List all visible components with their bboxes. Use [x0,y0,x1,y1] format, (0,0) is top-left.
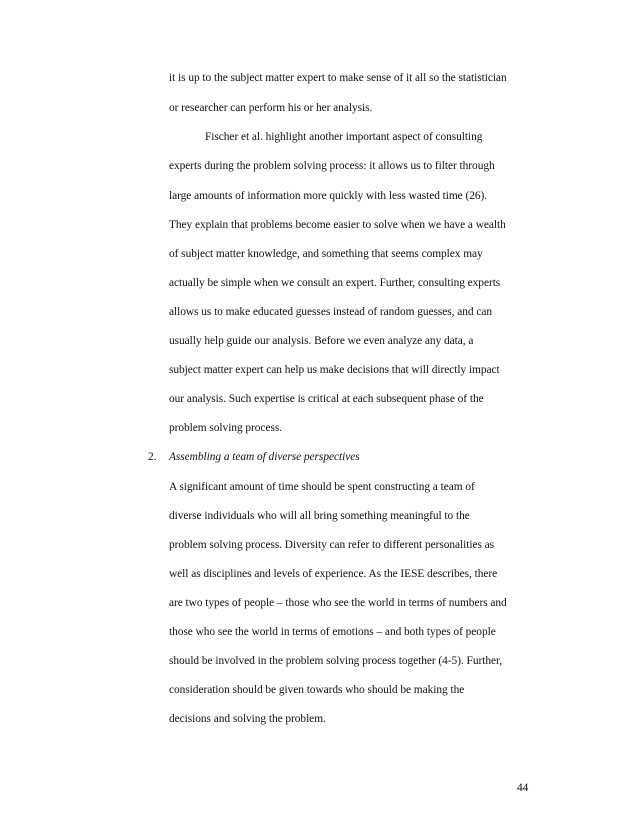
body-text-line: it is up to the subject matter expert to make sense of it all so the statistician [169,72,507,84]
section-heading: Assembling a team of diverse perspectives [169,451,360,463]
body-text-line: A significant amount of time should be spent constructing a team of [169,481,475,493]
body-text-line: consideration should be given towards who should be making the [169,684,465,696]
body-text-line: subject matter expert can help us make decisions that will directly impact [169,364,500,376]
body-text-line: Fischer et al. highlight another important aspect of consulting [205,131,483,143]
body-text-line: They explain that problems become easier to solve when we have a wealth [169,219,506,231]
body-text-line: are two types of people – those who see the world in terms of numbers and [169,597,507,609]
body-text-line: problem solving process. [169,422,283,434]
body-text-line: or researcher can perform his or her analysis. [169,102,373,114]
body-text-line: those who see the world in terms of emotions – and both types of people [169,626,496,638]
body-text-line: diverse individuals who will all bring something meaningful to the [169,510,470,522]
body-text-line: well as disciplines and levels of experience. As the IESE describes, there [169,568,498,580]
body-text-line: problem solving process. Diversity can refer to different personalities as [169,539,495,551]
body-text-line: should be involved in the problem solving process together (4-5). Further, [169,655,503,667]
body-text-line: large amounts of information more quickly with less wasted time (26). [169,190,488,202]
body-text-line: experts during the problem solving process: it allows us to filter through [169,160,495,172]
body-text-line: usually help guide our analysis. Before we even analyze any data, a [169,335,474,347]
list-number: 2. [148,451,157,463]
body-text-line: of subject matter knowledge, and something that seems complex may [169,248,483,260]
body-text-line: decisions and solving the problem. [169,713,326,725]
page-number: 44 [517,782,529,794]
body-text-line: actually be simple when we consult an expert. Further, consulting experts [169,277,501,289]
body-text-line: allows us to make educated guesses instead of random guesses, and can [169,306,492,318]
body-text-line: our analysis. Such expertise is critical at each subsequent phase of the [169,393,484,405]
